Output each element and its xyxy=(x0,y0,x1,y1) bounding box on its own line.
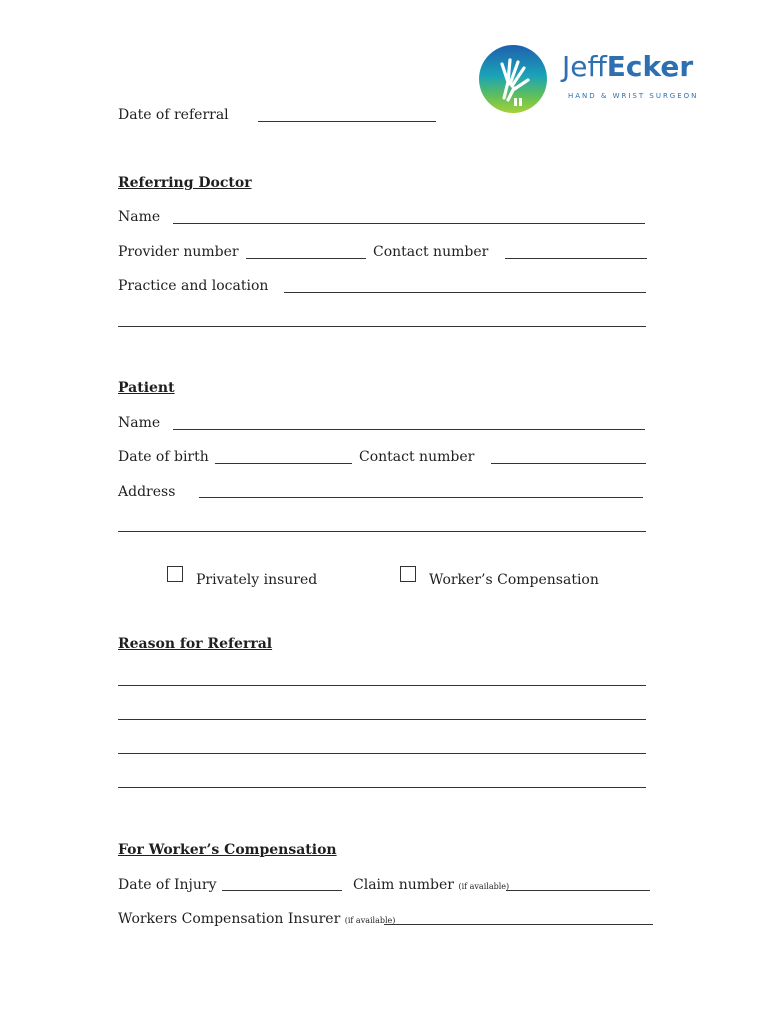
workers-comp-heading: For Worker’s Compensation xyxy=(118,842,337,858)
patient-contact-number-label: Contact number xyxy=(359,449,475,465)
date-of-referral-field[interactable] xyxy=(258,121,436,122)
reason-line-3[interactable] xyxy=(118,753,646,754)
privately-insured-label: Privately insured xyxy=(196,572,318,588)
logo-tagline: HAND & WRIST SURGEON xyxy=(568,92,699,100)
insurer-text: Workers Compensation Insurer xyxy=(118,911,341,927)
workers-comp-label: Worker’s Compensation xyxy=(429,572,599,588)
hand-icon xyxy=(478,44,548,114)
dob-field[interactable] xyxy=(215,463,352,464)
address-field[interactable] xyxy=(199,497,643,498)
dob-label: Date of birth xyxy=(118,449,209,465)
address-label: Address xyxy=(118,484,176,500)
insurer-note: (if available) xyxy=(344,916,396,925)
reason-line-4[interactable] xyxy=(118,787,646,788)
date-of-injury-label: Date of Injury xyxy=(118,877,217,893)
patient-name-field[interactable] xyxy=(173,429,645,430)
reason-line-1[interactable] xyxy=(118,685,646,686)
practice-location-field-2[interactable] xyxy=(118,326,646,327)
privately-insured-checkbox[interactable] xyxy=(167,566,183,582)
claim-number-text: Claim number xyxy=(353,877,454,893)
doctor-contact-number-label: Contact number xyxy=(373,244,489,260)
logo xyxy=(478,44,708,114)
practice-location-field[interactable] xyxy=(284,292,646,293)
address-field-2[interactable] xyxy=(118,531,646,532)
doctor-name-field[interactable] xyxy=(173,223,645,224)
patient-contact-number-field[interactable] xyxy=(491,463,646,464)
provider-number-field[interactable] xyxy=(246,258,366,259)
practice-location-label: Practice and location xyxy=(118,278,269,294)
patient-name-label: Name xyxy=(118,415,161,431)
claim-number-field[interactable] xyxy=(506,890,650,891)
date-of-injury-field[interactable] xyxy=(222,890,342,891)
provider-number-label: Provider number xyxy=(118,244,239,260)
workers-comp-checkbox[interactable] xyxy=(400,566,416,582)
insurer-field[interactable] xyxy=(384,924,653,925)
logo-name-last: Ecker xyxy=(606,50,694,83)
date-of-referral-label: Date of referral xyxy=(118,107,229,123)
logo-name xyxy=(562,50,693,83)
reason-line-2[interactable] xyxy=(118,719,646,720)
logo-name-first: Jeff xyxy=(562,50,607,83)
doctor-contact-number-field[interactable] xyxy=(505,258,647,259)
claim-number-note: (if available) xyxy=(458,882,510,891)
insurer-label xyxy=(118,911,395,929)
claim-number-label xyxy=(353,877,509,895)
doctor-name-label: Name xyxy=(118,209,161,225)
patient-heading: Patient xyxy=(118,380,175,396)
reason-heading: Reason for Referral xyxy=(118,636,273,652)
referring-doctor-heading: Referring Doctor xyxy=(118,175,252,191)
